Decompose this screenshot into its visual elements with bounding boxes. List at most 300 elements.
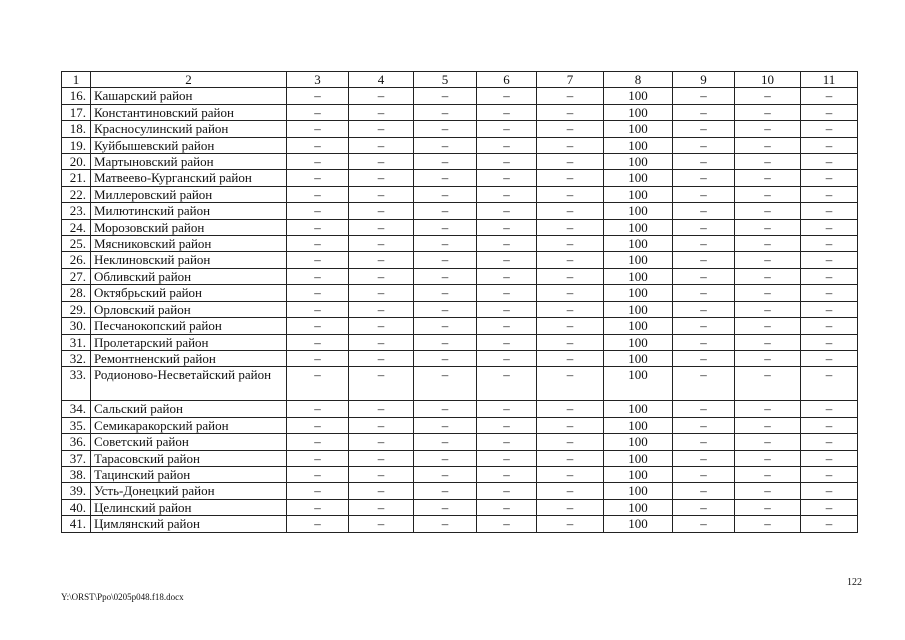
value-cell-c3: –: [287, 268, 349, 284]
header-row: [62, 72, 858, 88]
table-row: [62, 236, 858, 252]
value-cell-c8: 100: [604, 170, 673, 186]
value-cell-c10: –: [735, 318, 801, 334]
value-cell-c8: 100: [604, 219, 673, 235]
value-cell-c4: –: [349, 219, 414, 235]
value-cell-c9: –: [673, 450, 735, 466]
district-name-cell: Обливский район: [91, 268, 287, 284]
district-name-cell: Тацинский район: [91, 466, 287, 482]
value-cell-c6: –: [477, 450, 537, 466]
table-row: [62, 219, 858, 235]
value-cell-c8: 100: [604, 301, 673, 317]
value-cell-c11: –: [801, 499, 858, 515]
value-cell-c10: –: [735, 450, 801, 466]
value-cell-c7: –: [537, 170, 604, 186]
value-cell-c4: –: [349, 236, 414, 252]
value-cell-c4: –: [349, 154, 414, 170]
value-cell-c8: 100: [604, 367, 673, 401]
value-cell-c5: –: [414, 334, 477, 350]
district-name-cell: Октябрьский район: [91, 285, 287, 301]
value-cell-c5: –: [414, 137, 477, 153]
value-cell-c11: –: [801, 301, 858, 317]
district-name-cell: Миллеровский район: [91, 186, 287, 202]
district-name-cell: Неклиновский район: [91, 252, 287, 268]
value-cell-c4: –: [349, 268, 414, 284]
value-cell-c10: –: [735, 516, 801, 532]
value-cell-c6: –: [477, 268, 537, 284]
row-number-cell: 41.: [62, 516, 91, 532]
table-row: [62, 401, 858, 417]
value-cell-c3: –: [287, 367, 349, 401]
value-cell-c11: –: [801, 318, 858, 334]
value-cell-c4: –: [349, 203, 414, 219]
value-cell-c5: –: [414, 236, 477, 252]
value-cell-c10: –: [735, 252, 801, 268]
value-cell-c11: –: [801, 466, 858, 482]
district-name-cell: Цимлянский район: [91, 516, 287, 532]
value-cell-c8: 100: [604, 154, 673, 170]
value-cell-c3: –: [287, 434, 349, 450]
table-row: [62, 516, 858, 532]
value-cell-c3: –: [287, 219, 349, 235]
table-row: [62, 170, 858, 186]
table-row: [62, 318, 858, 334]
value-cell-c11: –: [801, 483, 858, 499]
value-cell-c9: –: [673, 236, 735, 252]
table-row: [62, 367, 858, 401]
value-cell-c4: –: [349, 170, 414, 186]
value-cell-c8: 100: [604, 268, 673, 284]
value-cell-c7: –: [537, 252, 604, 268]
district-name-cell: Милютинский район: [91, 203, 287, 219]
value-cell-c4: –: [349, 285, 414, 301]
value-cell-c9: –: [673, 334, 735, 350]
value-cell-c5: –: [414, 450, 477, 466]
value-cell-c9: –: [673, 301, 735, 317]
value-cell-c6: –: [477, 104, 537, 120]
table-row: [62, 417, 858, 433]
value-cell-c9: –: [673, 252, 735, 268]
table-row: [62, 466, 858, 482]
value-cell-c6: –: [477, 367, 537, 401]
row-number-cell: 27.: [62, 268, 91, 284]
value-cell-c10: –: [735, 367, 801, 401]
row-number-cell: 22.: [62, 186, 91, 202]
value-cell-c9: –: [673, 401, 735, 417]
value-cell-c11: –: [801, 285, 858, 301]
value-cell-c11: –: [801, 121, 858, 137]
value-cell-c10: –: [735, 154, 801, 170]
value-cell-c5: –: [414, 301, 477, 317]
table-row: [62, 285, 858, 301]
value-cell-c4: –: [349, 252, 414, 268]
value-cell-c5: –: [414, 268, 477, 284]
value-cell-c7: –: [537, 367, 604, 401]
row-number-cell: 32.: [62, 350, 91, 366]
value-cell-c7: –: [537, 401, 604, 417]
value-cell-c7: –: [537, 121, 604, 137]
value-cell-c9: –: [673, 268, 735, 284]
value-cell-c3: –: [287, 466, 349, 482]
column-header: 5: [414, 72, 477, 88]
value-cell-c8: 100: [604, 137, 673, 153]
value-cell-c5: –: [414, 350, 477, 366]
value-cell-c9: –: [673, 367, 735, 401]
table-row: [62, 268, 858, 284]
value-cell-c3: –: [287, 104, 349, 120]
value-cell-c9: –: [673, 318, 735, 334]
value-cell-c4: –: [349, 301, 414, 317]
district-name-cell: Морозовский район: [91, 219, 287, 235]
column-header: 11: [801, 72, 858, 88]
value-cell-c5: –: [414, 417, 477, 433]
value-cell-c3: –: [287, 203, 349, 219]
row-number-cell: 34.: [62, 401, 91, 417]
value-cell-c3: –: [287, 401, 349, 417]
value-cell-c11: –: [801, 268, 858, 284]
value-cell-c11: –: [801, 434, 858, 450]
value-cell-c6: –: [477, 137, 537, 153]
value-cell-c8: 100: [604, 434, 673, 450]
district-name-cell: Мясниковский район: [91, 236, 287, 252]
value-cell-c4: –: [349, 499, 414, 515]
value-cell-c3: –: [287, 88, 349, 104]
district-name-cell: Родионово-Несветайский район: [91, 367, 287, 401]
value-cell-c8: 100: [604, 236, 673, 252]
value-cell-c6: –: [477, 466, 537, 482]
value-cell-c10: –: [735, 88, 801, 104]
value-cell-c8: 100: [604, 401, 673, 417]
row-number-cell: 20.: [62, 154, 91, 170]
value-cell-c5: –: [414, 318, 477, 334]
value-cell-c7: –: [537, 499, 604, 515]
value-cell-c7: –: [537, 219, 604, 235]
district-name-cell: Семикаракорский район: [91, 417, 287, 433]
value-cell-c7: –: [537, 434, 604, 450]
value-cell-c9: –: [673, 121, 735, 137]
value-cell-c10: –: [735, 236, 801, 252]
district-table: [61, 71, 858, 533]
value-cell-c7: –: [537, 154, 604, 170]
value-cell-c6: –: [477, 516, 537, 532]
row-number-cell: 26.: [62, 252, 91, 268]
value-cell-c11: –: [801, 401, 858, 417]
value-cell-c6: –: [477, 236, 537, 252]
row-number-cell: 21.: [62, 170, 91, 186]
table-row: [62, 350, 858, 366]
value-cell-c6: –: [477, 121, 537, 137]
value-cell-c9: –: [673, 219, 735, 235]
value-cell-c3: –: [287, 483, 349, 499]
value-cell-c9: –: [673, 88, 735, 104]
district-name-cell: Пролетарский район: [91, 334, 287, 350]
table-row: [62, 334, 858, 350]
row-number-cell: 16.: [62, 88, 91, 104]
table-row: [62, 203, 858, 219]
value-cell-c3: –: [287, 499, 349, 515]
value-cell-c3: –: [287, 154, 349, 170]
value-cell-c6: –: [477, 301, 537, 317]
value-cell-c11: –: [801, 350, 858, 366]
value-cell-c8: 100: [604, 203, 673, 219]
value-cell-c7: –: [537, 137, 604, 153]
value-cell-c6: –: [477, 219, 537, 235]
district-name-cell: Кашарский район: [91, 88, 287, 104]
value-cell-c9: –: [673, 104, 735, 120]
value-cell-c3: –: [287, 516, 349, 532]
value-cell-c10: –: [735, 137, 801, 153]
value-cell-c10: –: [735, 203, 801, 219]
value-cell-c9: –: [673, 137, 735, 153]
value-cell-c7: –: [537, 285, 604, 301]
value-cell-c6: –: [477, 417, 537, 433]
district-name-cell: Красносулинский район: [91, 121, 287, 137]
row-number-cell: 19.: [62, 137, 91, 153]
district-name-cell: Сальский район: [91, 401, 287, 417]
value-cell-c6: –: [477, 88, 537, 104]
column-header: 10: [735, 72, 801, 88]
value-cell-c3: –: [287, 137, 349, 153]
value-cell-c4: –: [349, 450, 414, 466]
value-cell-c7: –: [537, 318, 604, 334]
value-cell-c6: –: [477, 318, 537, 334]
value-cell-c4: –: [349, 88, 414, 104]
table-row: [62, 186, 858, 202]
table-row: [62, 104, 858, 120]
value-cell-c3: –: [287, 236, 349, 252]
value-cell-c8: 100: [604, 88, 673, 104]
value-cell-c11: –: [801, 186, 858, 202]
column-header: 7: [537, 72, 604, 88]
district-name-cell: Константиновский район: [91, 104, 287, 120]
value-cell-c5: –: [414, 104, 477, 120]
column-header: 8: [604, 72, 673, 88]
district-name-cell: Матвеево-Курганский район: [91, 170, 287, 186]
row-number-cell: 30.: [62, 318, 91, 334]
value-cell-c8: 100: [604, 466, 673, 482]
value-cell-c4: –: [349, 434, 414, 450]
value-cell-c8: 100: [604, 350, 673, 366]
value-cell-c6: –: [477, 350, 537, 366]
value-cell-c7: –: [537, 268, 604, 284]
value-cell-c3: –: [287, 301, 349, 317]
column-header: 3: [287, 72, 349, 88]
value-cell-c4: –: [349, 367, 414, 401]
value-cell-c11: –: [801, 417, 858, 433]
value-cell-c6: –: [477, 154, 537, 170]
value-cell-c8: 100: [604, 318, 673, 334]
value-cell-c6: –: [477, 483, 537, 499]
value-cell-c11: –: [801, 252, 858, 268]
value-cell-c7: –: [537, 334, 604, 350]
value-cell-c3: –: [287, 252, 349, 268]
value-cell-c7: –: [537, 236, 604, 252]
value-cell-c10: –: [735, 301, 801, 317]
value-cell-c9: –: [673, 154, 735, 170]
column-header: 2: [91, 72, 287, 88]
value-cell-c4: –: [349, 186, 414, 202]
value-cell-c5: –: [414, 434, 477, 450]
value-cell-c9: –: [673, 499, 735, 515]
value-cell-c9: –: [673, 483, 735, 499]
value-cell-c11: –: [801, 516, 858, 532]
value-cell-c5: –: [414, 219, 477, 235]
row-number-cell: 18.: [62, 121, 91, 137]
value-cell-c8: 100: [604, 186, 673, 202]
value-cell-c10: –: [735, 186, 801, 202]
column-header: 9: [673, 72, 735, 88]
value-cell-c10: –: [735, 334, 801, 350]
value-cell-c5: –: [414, 516, 477, 532]
table-row: [62, 252, 858, 268]
value-cell-c3: –: [287, 450, 349, 466]
value-cell-c3: –: [287, 186, 349, 202]
value-cell-c4: –: [349, 334, 414, 350]
value-cell-c10: –: [735, 219, 801, 235]
value-cell-c6: –: [477, 285, 537, 301]
value-cell-c7: –: [537, 450, 604, 466]
column-header: 1: [62, 72, 91, 88]
value-cell-c10: –: [735, 268, 801, 284]
value-cell-c5: –: [414, 186, 477, 202]
district-name-cell: Тарасовский район: [91, 450, 287, 466]
value-cell-c4: –: [349, 466, 414, 482]
value-cell-c7: –: [537, 417, 604, 433]
column-header: 6: [477, 72, 537, 88]
file-path: Y:\ORST\Ppo\0205p048.f18.docx: [61, 592, 184, 602]
value-cell-c6: –: [477, 499, 537, 515]
row-number-cell: 29.: [62, 301, 91, 317]
value-cell-c7: –: [537, 466, 604, 482]
value-cell-c7: –: [537, 483, 604, 499]
district-name-cell: Советский район: [91, 434, 287, 450]
value-cell-c11: –: [801, 170, 858, 186]
value-cell-c4: –: [349, 516, 414, 532]
value-cell-c5: –: [414, 367, 477, 401]
value-cell-c10: –: [735, 434, 801, 450]
value-cell-c6: –: [477, 401, 537, 417]
value-cell-c5: –: [414, 170, 477, 186]
row-number-cell: 39.: [62, 483, 91, 499]
value-cell-c5: –: [414, 466, 477, 482]
value-cell-c11: –: [801, 367, 858, 401]
value-cell-c8: 100: [604, 516, 673, 532]
value-cell-c10: –: [735, 401, 801, 417]
value-cell-c11: –: [801, 154, 858, 170]
value-cell-c4: –: [349, 401, 414, 417]
value-cell-c6: –: [477, 186, 537, 202]
table-row: [62, 154, 858, 170]
value-cell-c3: –: [287, 170, 349, 186]
value-cell-c8: 100: [604, 499, 673, 515]
table-row: [62, 499, 858, 515]
value-cell-c4: –: [349, 350, 414, 366]
value-cell-c9: –: [673, 203, 735, 219]
district-name-cell: Мартыновский район: [91, 154, 287, 170]
row-number-cell: 37.: [62, 450, 91, 466]
value-cell-c8: 100: [604, 417, 673, 433]
table-row: [62, 434, 858, 450]
value-cell-c6: –: [477, 434, 537, 450]
row-number-cell: 24.: [62, 219, 91, 235]
value-cell-c5: –: [414, 285, 477, 301]
value-cell-c7: –: [537, 88, 604, 104]
value-cell-c3: –: [287, 417, 349, 433]
table-body: [62, 88, 858, 532]
value-cell-c8: 100: [604, 334, 673, 350]
value-cell-c9: –: [673, 466, 735, 482]
value-cell-c9: –: [673, 186, 735, 202]
district-name-cell: Усть-Донецкий район: [91, 483, 287, 499]
value-cell-c7: –: [537, 203, 604, 219]
value-cell-c10: –: [735, 170, 801, 186]
value-cell-c9: –: [673, 417, 735, 433]
district-name-cell: Орловский район: [91, 301, 287, 317]
value-cell-c5: –: [414, 401, 477, 417]
value-cell-c4: –: [349, 483, 414, 499]
value-cell-c9: –: [673, 170, 735, 186]
table-row: [62, 137, 858, 153]
value-cell-c4: –: [349, 417, 414, 433]
value-cell-c5: –: [414, 203, 477, 219]
row-number-cell: 25.: [62, 236, 91, 252]
value-cell-c8: 100: [604, 104, 673, 120]
value-cell-c8: 100: [604, 483, 673, 499]
value-cell-c3: –: [287, 318, 349, 334]
value-cell-c11: –: [801, 203, 858, 219]
value-cell-c5: –: [414, 88, 477, 104]
value-cell-c8: 100: [604, 121, 673, 137]
value-cell-c11: –: [801, 104, 858, 120]
table-row: [62, 301, 858, 317]
value-cell-c10: –: [735, 285, 801, 301]
value-cell-c5: –: [414, 154, 477, 170]
row-number-cell: 28.: [62, 285, 91, 301]
value-cell-c8: 100: [604, 252, 673, 268]
row-number-cell: 40.: [62, 499, 91, 515]
value-cell-c11: –: [801, 88, 858, 104]
table-row: [62, 450, 858, 466]
page-number: 122: [847, 577, 862, 588]
table-row: [62, 483, 858, 499]
value-cell-c7: –: [537, 186, 604, 202]
district-name-cell: Песчанокопский район: [91, 318, 287, 334]
value-cell-c9: –: [673, 434, 735, 450]
table-row: [62, 121, 858, 137]
value-cell-c10: –: [735, 104, 801, 120]
value-cell-c9: –: [673, 350, 735, 366]
row-number-cell: 17.: [62, 104, 91, 120]
value-cell-c4: –: [349, 104, 414, 120]
value-cell-c3: –: [287, 121, 349, 137]
value-cell-c5: –: [414, 499, 477, 515]
value-cell-c5: –: [414, 121, 477, 137]
value-cell-c6: –: [477, 170, 537, 186]
value-cell-c4: –: [349, 121, 414, 137]
value-cell-c9: –: [673, 285, 735, 301]
value-cell-c10: –: [735, 466, 801, 482]
row-number-cell: 38.: [62, 466, 91, 482]
value-cell-c7: –: [537, 516, 604, 532]
value-cell-c4: –: [349, 318, 414, 334]
row-number-cell: 33.: [62, 367, 91, 401]
value-cell-c5: –: [414, 252, 477, 268]
value-cell-c9: –: [673, 516, 735, 532]
value-cell-c5: –: [414, 483, 477, 499]
value-cell-c6: –: [477, 252, 537, 268]
value-cell-c6: –: [477, 203, 537, 219]
value-cell-c10: –: [735, 350, 801, 366]
